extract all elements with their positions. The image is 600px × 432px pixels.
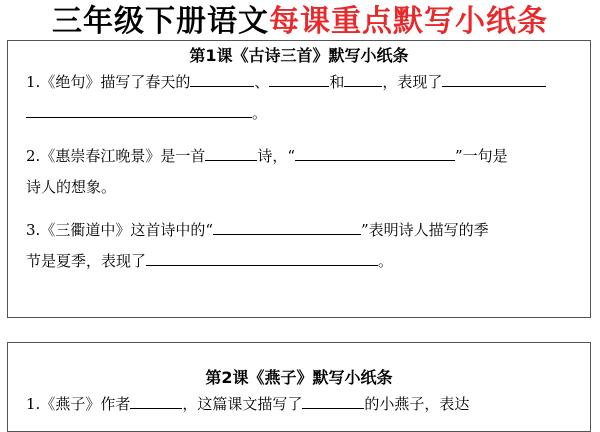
q-text: ”表明诗人描写的季 — [360, 221, 489, 239]
fill-blank — [205, 146, 257, 161]
q-text: 。 — [378, 252, 394, 270]
fill-blank — [26, 103, 252, 118]
q-text: ，这篇课文描写了 — [182, 395, 303, 413]
lesson1-card — [7, 40, 591, 318]
page-title — [0, 4, 600, 40]
lesson1-q3-line2 — [8, 246, 590, 277]
q-text: 《三衢道中》这首诗中的“ — [40, 221, 213, 239]
q-text: 。 — [252, 104, 268, 122]
q-number: 1. — [26, 395, 41, 413]
fill-blank — [442, 72, 546, 87]
title-red: 每课重点默写小纸条 — [269, 4, 548, 39]
title-black: 三年级下册语文 — [52, 4, 269, 39]
q-text: 诗人的想象。 — [26, 178, 117, 196]
q-text: 和 — [329, 73, 345, 91]
fill-blank — [302, 394, 364, 409]
lesson2-q1-line1 — [8, 389, 590, 420]
q-number: 2. — [26, 147, 41, 165]
lesson1-title: 第1课《古诗三首》默写小纸条 — [189, 46, 409, 65]
fill-blank — [130, 394, 182, 409]
lesson1-q1-line1 — [8, 67, 590, 98]
lesson1-q2-line2 — [8, 172, 590, 203]
q-text: ”一句是 — [455, 147, 508, 165]
lesson2-title: 第2课《燕子》默写小纸条 — [205, 368, 393, 387]
q-text: 《绝句》描写了春天的 — [40, 73, 191, 91]
q-text: 、 — [254, 73, 270, 91]
fill-blank — [344, 72, 382, 87]
lesson1-q2-line1 — [8, 141, 590, 172]
q-text: 诗，“ — [257, 147, 295, 165]
q-text: ，表现了 — [382, 73, 443, 91]
q-text: 《惠崇春江晚景》是一首 — [40, 147, 206, 165]
q-number: 1. — [26, 73, 41, 91]
fill-blank — [190, 72, 254, 87]
fill-blank — [269, 72, 329, 87]
lesson1-q1-line2 — [8, 98, 590, 129]
fill-blank — [295, 146, 455, 161]
fill-blank — [213, 220, 361, 235]
q-text: 《燕子》作者 — [40, 395, 131, 413]
fill-blank — [146, 251, 378, 266]
lesson1-q3-line1 — [8, 215, 590, 246]
lesson2-card — [7, 342, 591, 432]
q-text: 的小燕子，表达 — [364, 395, 470, 413]
q-text: 节是夏季，表现了 — [26, 252, 147, 270]
q-number: 3. — [26, 221, 41, 239]
